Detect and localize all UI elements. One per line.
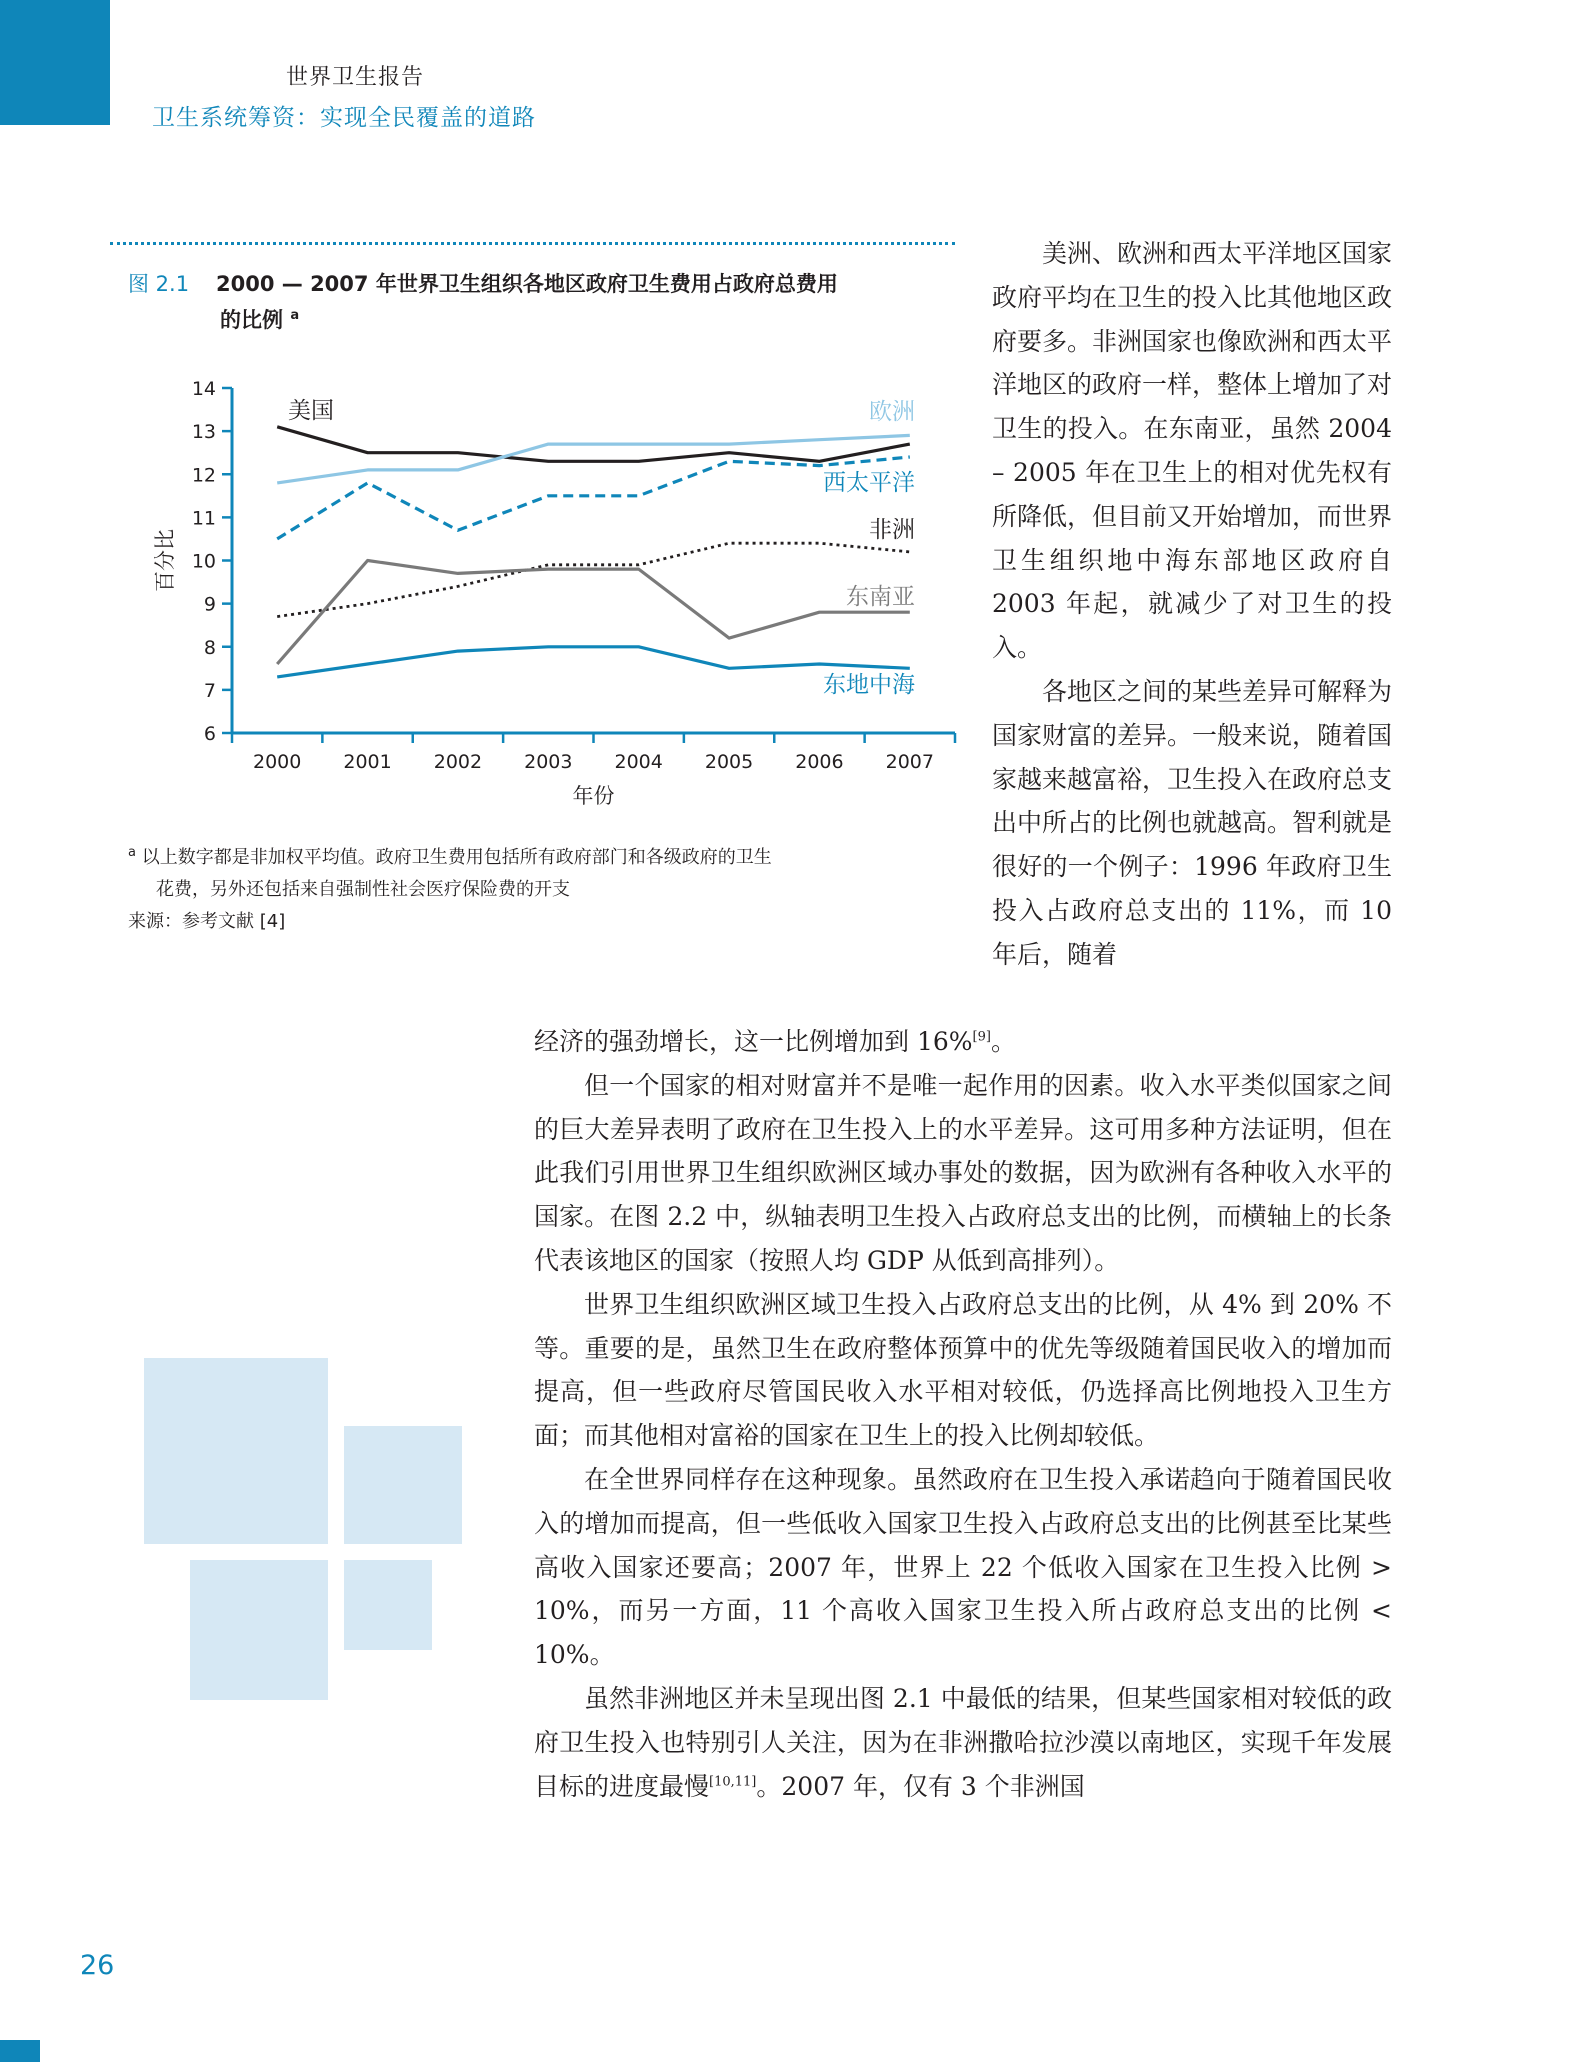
series-line-东南亚	[277, 561, 910, 665]
decorative-square	[190, 1560, 328, 1700]
decorative-square	[344, 1426, 462, 1544]
paragraph-text: 经济的强劲增长，这一比例增加到 16%	[534, 1027, 973, 1056]
y-tick-label: 14	[191, 378, 216, 400]
paragraph-continued	[534, 1020, 1392, 1064]
figure-source: 来源：参考文献 [4]	[128, 911, 286, 932]
corner-color-block	[0, 0, 110, 125]
bottom-color-bar	[0, 2040, 40, 2062]
x-tick-label: 2002	[433, 751, 483, 773]
y-tick-label: 13	[191, 421, 216, 444]
series-label: 欧洲	[869, 399, 915, 425]
running-subtitle: 卫生系统筹资：实现全民覆盖的道路	[152, 105, 536, 131]
main-body-text	[534, 1020, 1392, 1808]
running-title: 世界卫生报告	[286, 65, 425, 90]
figure-title-line1: 2000 — 2007 年世界卫生组织各地区政府卫生费用占政府总费用	[216, 272, 838, 296]
figure-notes	[128, 842, 958, 938]
paragraph-text: 虽然非洲地区并未呈现出图 2.1 中最低的结果，但某些国家相对较低的政府卫生投入也特别引人关注，因为在非洲撒哈拉沙漠以南地区，实现千年发展目标的进度最慢	[534, 1683, 1392, 1801]
x-tick-label: 2004	[614, 751, 663, 773]
paragraph: 美洲、欧洲和西太平洋地区国家政府平均在卫生的投入比其他地区政府要多。非洲国家也像欧洲和西太平洋地区的政府一样，整体上增加了对卫生的投入。在东南亚，虽然 2004 – 2005 年在卫生上的相对优先权有所降低，但目前又开始增加，而世界卫生组织地中海东部地区政府自 2003 年起，就减少了对卫生的投入。	[992, 239, 1393, 663]
paragraph: 各地区之间的某些差异可解释为国家财富的差异。一般来说，随着国家越来越富裕，卫生投入在政府总支出中所占的比例也就越高。智利就是很好的一个例子：1996 年政府卫生投入占政府总支出的 11%，而 10 年后，随着	[992, 676, 1393, 969]
paragraph	[534, 1677, 1392, 1808]
reference-9: [9]	[972, 1029, 991, 1045]
note-line2: 花费，另外还包括来自强制性社会医疗保险费的开支	[156, 879, 570, 900]
x-tick-label: 2007	[885, 751, 934, 773]
y-tick-label: 6	[203, 723, 216, 745]
series-label: 非洲	[869, 517, 915, 543]
paragraph: 但一个国家的相对财富并不是唯一起作用的因素。收入水平类似国家之间的巨大差异表明了政府在卫生投入上的水平差异。这可用多种方法证明，但在此我们引用世界卫生组织欧洲区域办事处的数据，因为欧洲有各种收入水平的国家。在图 2.2 中，纵轴表明卫生投入占政府总支出的比例，而横轴上的长条代表该地区的国家（按照人均 GDP 从低到高排列）。	[534, 1070, 1392, 1275]
y-tick-label: 8	[203, 636, 216, 659]
series-label: 美国	[288, 398, 334, 424]
note-line1: 以上数字都是非加权平均值。政府卫生费用包括所有政府部门和各级政府的卫生	[141, 847, 772, 868]
page-number: 26	[80, 1950, 115, 1981]
y-tick-label: 7	[203, 679, 216, 702]
figure-number: 图 2.1	[128, 272, 190, 296]
series-line-欧洲	[277, 435, 910, 483]
x-tick-label: 2001	[343, 751, 392, 773]
y-tick-label: 9	[203, 593, 216, 616]
line-chart	[140, 368, 960, 818]
note-marker: a	[128, 845, 136, 860]
reference-10-11: [10,11]	[709, 1774, 757, 1790]
figure-title-line2: 的比例	[220, 308, 283, 332]
series-line-东地中海	[277, 647, 910, 677]
y-tick-label: 10	[191, 550, 216, 573]
y-tick-label: 11	[191, 507, 216, 530]
paragraph: 世界卫生组织欧洲区域卫生投入占政府总支出的比例，从 4% 到 20% 不等。重要的是，虽然卫生在政府整体预算中的优先等级随着国民收入的增加而提高，但一些政府尽管国民收入水平相对较低，仍选择高比例地投入卫生方面；而其他相对富裕的国家在卫生上的投入比例却较低。	[534, 1289, 1392, 1451]
decorative-square	[144, 1358, 328, 1544]
chart-series	[277, 427, 910, 677]
x-tick-label: 2006	[795, 751, 844, 773]
figure-caption	[128, 266, 958, 338]
x-tick-label: 2000	[253, 751, 302, 773]
paragraph-text: 。2007 年，仅有 3 个非洲国	[756, 1771, 1085, 1801]
series-label: 东地中海	[823, 672, 915, 698]
y-axis-title: 百分比	[153, 529, 177, 592]
y-tick-label: 12	[191, 464, 216, 487]
x-tick-label: 2005	[704, 751, 754, 773]
paragraph-text: 。	[990, 1027, 1016, 1056]
series-label: 东南亚	[846, 584, 915, 610]
x-tick-label: 2003	[524, 751, 573, 773]
decorative-square	[344, 1560, 432, 1650]
figure-footnote-marker: a	[290, 308, 300, 323]
right-column-text	[992, 232, 1392, 977]
series-label: 西太平洋	[823, 470, 915, 496]
x-axis-title: 年份	[572, 784, 615, 808]
figure-divider	[110, 242, 955, 245]
paragraph: 在全世界同样存在这种现象。虽然政府在卫生投入承诺趋向于随着国民收入的增加而提高，但一些低收入国家卫生投入占政府总支出的比例甚至比某些高收入国家还要高；2007 年，世界上 22 个低收入国家在卫生投入比例 > 10%，而另一方面，11 个高收入国家卫生投入所占政府总支出的比例 < 10%。	[534, 1464, 1392, 1670]
series-line-非洲	[277, 543, 910, 616]
